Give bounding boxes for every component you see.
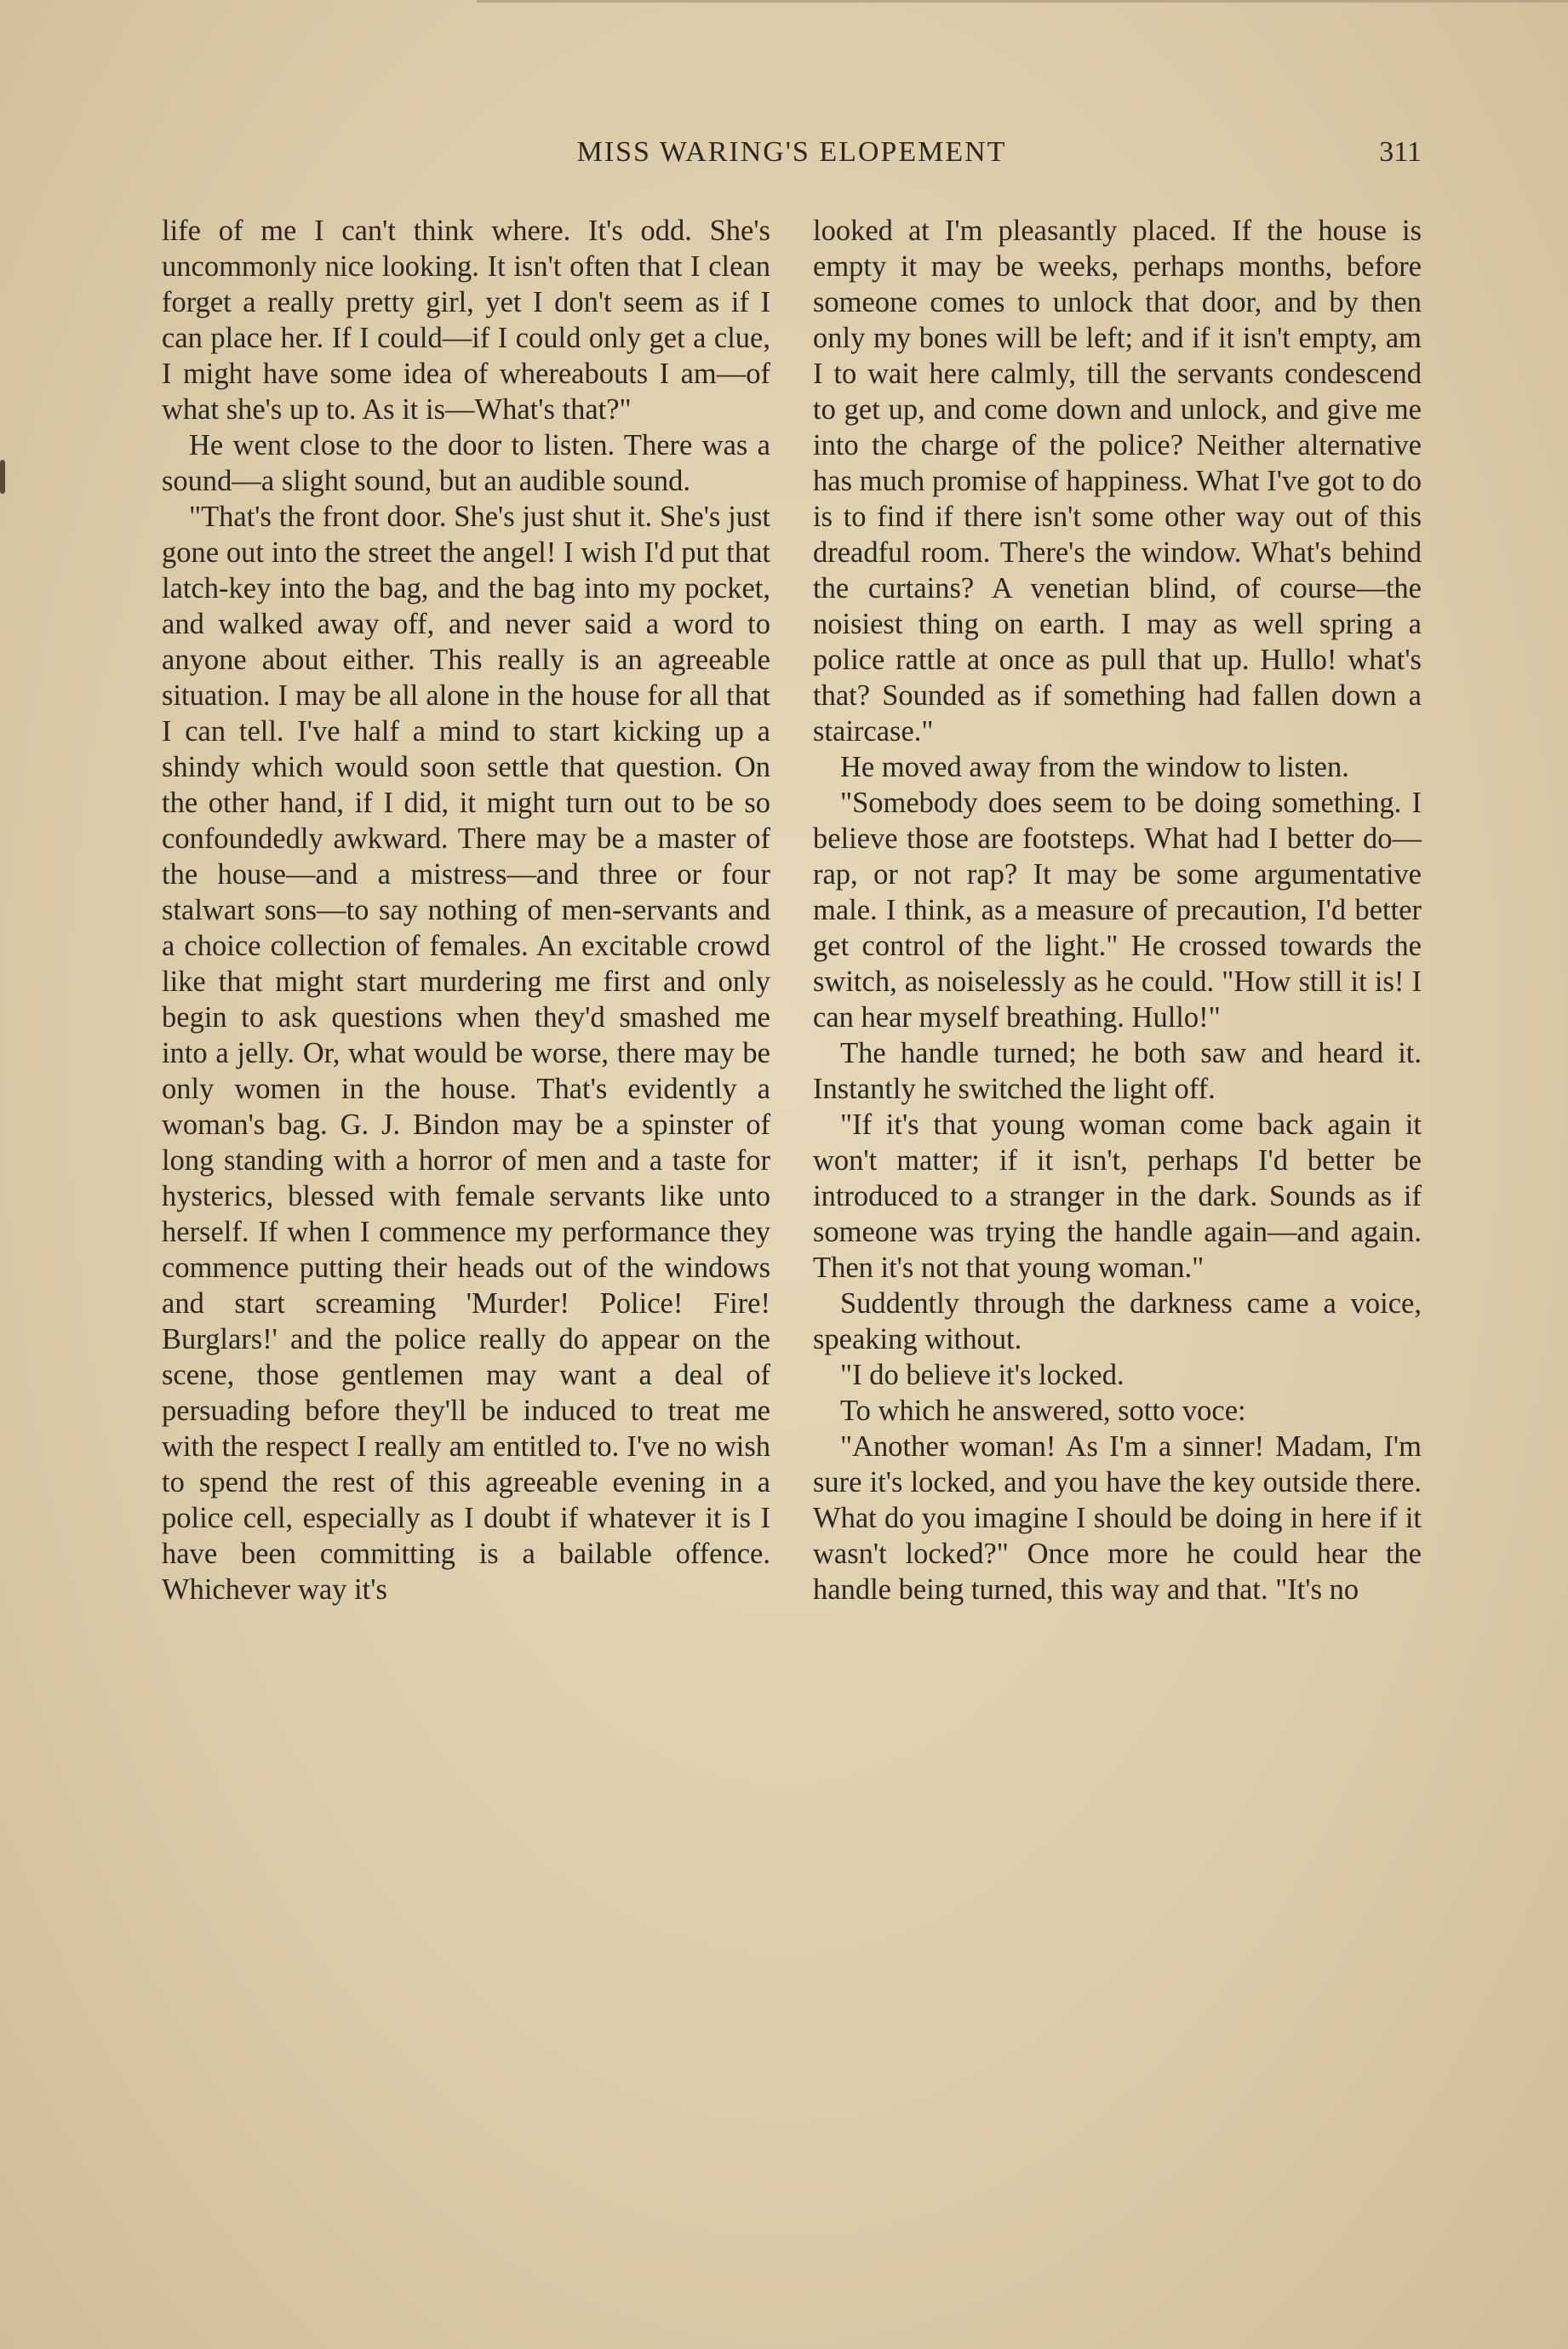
paragraph: He went close to the door to listen. There was a sound—a slight sound, but an audible sound. — [162, 429, 770, 497]
paragraph: "That's the front door. She's just shut it. She's just gone out into the street the angel! I wish I'd put that latch-key into the bag, and the bag into my pocket, and walked away off, and never said a word to anyone about either. This really is an agreeable situation. I may be all alone in the house for all that I can tell. I've half a mind to start kicking up a shindy which would soon settle that question. On the other hand, if I did, it might turn out to be so confoundedly awkward. There may be a master of the house—and a mistress—and three or four stalwart sons—to say nothing of men-servants and a choice collection of females. An excitable crowd like that might start murdering me first and only begin to ask questions when they'd smashed me into a jelly. Or, what would be worse, there may be only women in the house. That's evidently a woman's bag. G. J. Bindon may be a spinster of long standing with a horror of men and a taste for hysterics, blessed with female servants like unto herself. If when I commence my performance they commence putting their heads out of the windows and start screaming 'Murder! Police! Fire! Burglars!' and the police really do appear on the scene, those gentlemen may want a deal of persuading before they'll be induced to treat me with the respect I really am entitled to. I've no wish to spend the rest of this agreeable evening in a police cell, especially as I doubt if whatever it is I have been committing is a bailable offence. Whichever way it's — [162, 501, 770, 1606]
paragraph: life of me I can't think where. It's odd. She's uncommonly nice looking. It isn't often that I clean forget a really pretty girl, yet I don't seem as if I can place her. If I could—if I could only get a clue, I might have some idea of whereabouts I am—of what she's up to. As it is—What's that?" — [162, 215, 770, 426]
page-number: 311 — [1379, 136, 1422, 168]
paragraph: "If it's that young woman come back again it won't matter; if it isn't, perhaps I'd better be introduced to a stranger in the dark. Sounds as if someone was trying the handle again—and again. Then it's not that young woman." — [813, 1109, 1422, 1284]
paragraph: To which he answered, sotto voce: — [840, 1395, 1246, 1427]
page-top-edge — [477, 0, 1568, 3]
paragraph: "I do believe it's locked. — [840, 1359, 1124, 1391]
right-column — [813, 213, 1422, 1607]
paragraph: He moved away from the window to listen. — [840, 751, 1349, 783]
running-title: MISS WARING'S ELOPEMENT — [576, 136, 1007, 168]
paragraph: The handle turned; he both saw and heard it. Instantly he switched the light off. — [813, 1037, 1422, 1105]
binding-mark — [0, 460, 5, 494]
paragraph: "Another woman! As I'm a sinner! Madam, I'm sure it's locked, and you have the key outside there. What do you imagine I should be doing in here if it wasn't locked?" Once more he could hear the handle being turned, this way and that. "It's no — [813, 1430, 1422, 1606]
paragraph: Suddently through the darkness came a voice, speaking without. — [813, 1287, 1422, 1355]
left-column — [162, 213, 770, 1607]
page-header — [162, 136, 1422, 179]
paragraph: "Somebody does seem to be doing something. I believe those are footsteps. What had I better do—rap, or not rap? It may be some argumentative male. I think, as a measure of precaution, I'd better get control of the light." He crossed towards the switch, as noiselessly as he could. "How still it is! I can hear myself breathing. Hullo!" — [813, 787, 1422, 1034]
paragraph: looked at I'm pleasantly placed. If the house is empty it may be weeks, perhaps months, before someone comes to unlock that door, and by then only my bones will be left; and if it isn't empty, am I to wait here calmly, till the servants condescend to get up, and come down and unlock, and give me into the charge of the police? Neither alternative has much promise of happiness. What I've got to do is to find if there isn't some other way out of this dreadful room. There's the window. What's behind the curtains? A venetian blind, of course—the noisiest thing on earth. I may as well spring a police rattle at once as pull that up. Hullo! what's that? Sounded as if something had fallen down a staircase." — [813, 215, 1422, 748]
